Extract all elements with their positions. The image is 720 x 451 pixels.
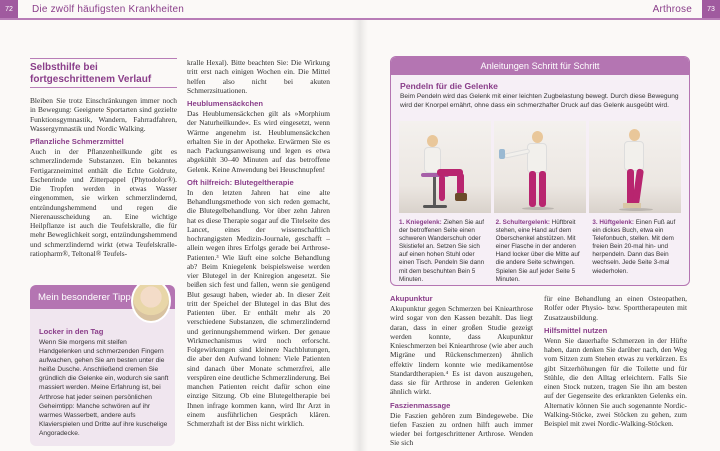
left-column-1	[30, 96, 177, 258]
step-3-label: 3. Hüftgelenk:	[592, 219, 634, 226]
bottle	[499, 149, 505, 159]
blutegel-paragraph: In den letzten Jahren hat eine alte Behandlungsmethode von sich reden gemacht, die Blutegelbehandlung. Vor über zehn Jahren hat es diese Therapie sogar auf die Titelseite des Lancet, eines der wissenschaftlich hochrangigsten Medizin-Journale, geschafft – allein wegen ihres Erfolgs gerade bei Arthrose-Patienten.³ Wie läuft eine solche Behandlung ab? Beim Kniegelenk beispielsweise werden vier Blutegel in der Kniregion angesetzt. Sie beißen sich fest und fallen, wenn sie genügend Blut gesaugt haben, wieder ab. In dieser Zeit tritt der Speichel der Blutegel in das Blut des Patienten über. Er enthält mehr als 20 verschiedene Substanzen, die schmerzlindernd und gerinnungshemmend wirken. Der genaue Wirkmechanismus wird noch erforscht. Folgewirkungen sind kleinere Nachblutungen, die aber den Aufwand lohnen: Viele Patienten sind danach über Monate schmerzfrei, alle verspüren eine deutliche Schmerzlinderung. Bei manchen Patienten reicht dafür schon eine einzige Sitzung. Ob eine Blutegeltherapie bei Ihnen infrage kommen kann, wird Ihr Arzt in einem ausführlichen Gespräch klären. Schmerzhaft ist der Biss nicht wirklich.	[187, 187, 330, 428]
faszien-paragraph: Die Faszien gehören zum Bindegewebe. Die tiefen Faszien zu ordnen hilft auch immer wieder bei fortgeschrittener Arthrose. Wenden Sie sich	[390, 410, 533, 448]
tip-text: Wenn Sie morgens mit steifen Handgelenken und schmerzenden Fingern aufwachen, gehen Sie am besten unter die heiße Dusche. Anschließend cremen Sie gründlich die Gelenke ein, wodurch sie sanft massiert werden. Meine Erfahrung ist, bei Arthrose hat jeder seinen persönlichen Geheimtipp: Manche schwören auf ihr warmes Wasserbett, andere aufs Klavierspielen und Dritte auf ihre kuschelige Angoradecke.	[39, 339, 169, 437]
heublumen-paragraph: Das Heublumensäckchen gilt als »Morphium der Naturheilkunde«. Es wird eingesetzt, wenn Wärme angenehm ist. Heublumensäckchen erhalten Sie in der Apotheke. Erwärmen Sie es nach Packungsanweisung und legen es etwa abgekühlt 30–40 Minuten auf das betroffene Gelenk. Keine Anwendung bei Heuschnupfen!	[187, 109, 330, 174]
step-1	[399, 219, 490, 284]
akupunktur-paragraph: Akupunktur gegen Schmerzen bei Kniearthrose wird sogar von den Kassen bezahlt. Das liegt daran, dass in einer großen Studie gezeigt werden konnte, dass Akupunktur Knieschmerzen bei Kniearthrose (wie aber auch Migräne und Rückenschmerzen) ähnlich effektiv lindern konnte wie medikamentöse Standardtherapien.⁴ Es ist davon auszugehen, dass sie für Arthrose in anderen Gelenken ähnlich wirkt.	[390, 304, 533, 397]
step-1-label: 1. Kniegelenk:	[399, 219, 442, 226]
instructions-header: Anleitungen Schritt für Schritt	[391, 57, 689, 75]
section-heading: Selbsthilfe bei fortgeschrittenem Verlauf	[30, 62, 152, 85]
faszien-continuation: für eine Behandlung an einen Osteopathen, Rolfer oder Physio- bzw. Sporttherapeuten mit Zusatzausbildung.	[544, 294, 687, 322]
intro-paragraph: Bleiben Sie trotz Einschränkungen immer noch in Bewegung: Geeignete Sportarten sind gezielte Funktionsgymnastik, Wandern, Fahrradfahren, Wassergymnastik und Nordic Walking.	[30, 96, 177, 133]
book-gutter	[352, 20, 368, 451]
exercise-photos	[399, 121, 681, 213]
section-title: Arthrose	[652, 3, 692, 15]
left-column-2	[187, 58, 330, 428]
photo-knee-exercise	[399, 121, 491, 213]
subheading-heublumen: Heublumensäckchen	[187, 99, 263, 108]
instructions-subtitle: Pendeln für die Gelenke	[400, 81, 498, 91]
tip-subtitle: Locker in den Tag	[39, 327, 104, 336]
chapter-title: Die zwölf häufigsten Krankheiten	[32, 3, 185, 15]
header-right	[360, 0, 720, 20]
section-title-box	[30, 58, 177, 88]
teufelskralle-continuation: kralle Hexal). Bitte beachten Sie: Die Wirkung tritt erst nach einigen Wochen ein. Die Mittel helfen also nicht bei akuten Schmerzsituationen.	[187, 58, 330, 95]
right-column-1	[390, 294, 533, 448]
hilfsmittel-paragraph: Wenn Sie dauerhafte Schmerzen in der Hüfte haben, dann denken Sie darüber nach, den Weg vom Sitzen zum Stehen etwas zu verkürzen. Es gibt Sitzerhöhungen für die Toilette und für Stühle, die den Alltag erleichtern. Falls Sie einen Stock nutzen, tragen Sie ihn am besten auf der Gegenseite des erkrankten Gelenks ein. Alternativ können Sie auch sogenannte Nordic-Walking-Stöcke, zwei Stöcken zu gehen, zum Beispiel mit zwei Nordic-Walking-Stöcken.	[544, 335, 687, 428]
tip-header: Mein besonderer Tipp	[30, 285, 175, 309]
instructions-box	[390, 56, 690, 286]
step-2-text: Hüftbreit stehen, eine Hand auf dem Oberschenkel abstützen. Mit einer Flasche in der anderen Hand locker über die Mitte auf die andere Seite schwingen. Spielen Sie auf jeder Seite 5 Minuten.	[495, 219, 580, 283]
subheading-pflanzlich: Pflanzliche Schmerzmittel	[30, 137, 124, 146]
boot	[455, 193, 467, 201]
step-3-text: Einen Fuß auf ein dickes Buch, etwa ein Telefonbuch, stellen. Mit dem freien Bein 20-mal hin- und herpendeln. Dann das Bein wechseln. Jede Seite 3-mal wiederholen.	[592, 219, 676, 275]
step-2-label: 2. Schultergelenk:	[495, 219, 550, 226]
photo-shoulder-exercise	[494, 121, 586, 213]
tip-box	[30, 285, 175, 446]
author-portrait	[131, 285, 171, 323]
step-list	[399, 219, 683, 284]
subheading-akupunktur: Akupunktur	[390, 294, 433, 303]
step-3	[592, 219, 683, 284]
page-number-left: 72	[0, 0, 18, 18]
subheading-hilfsmittel: Hilfsmittel nutzen	[544, 325, 608, 335]
photo-hip-exercise	[589, 121, 681, 213]
step-1-text: Ziehen Sie auf der betroffenen Seite einen schweren Wanderschuh oder Skistiefel an. Setzen Sie sich auf einen hohen Stuhl oder einen Tisch. Pendeln Sie dann mit dem beschuhten Bein 5 Minuten.	[399, 219, 485, 283]
right-column-2	[544, 294, 687, 428]
subheading-faszien: Faszienmassage	[390, 400, 451, 410]
instructions-intro: Beim Pendeln wird das Gelenk mit einer leichten Zugbelastung bewegt. Durch diese Bewegung wird der Knorpel ernährt, ohne dass ein schmerzhafter Druck auf das Gelenk ausgeübt wird.	[400, 93, 679, 109]
step-2	[496, 219, 587, 284]
header-left	[0, 0, 360, 20]
subheading-blutegel: Oft hilfreich: Blutegeltherapie	[187, 177, 294, 187]
page-number-right: 73	[702, 0, 720, 18]
pflanzlich-paragraph: Auch in der Pflanzenheilkunde gibt es schmerzlindernde Substanzen. Ein bekanntes Fertigarzneimittel enthält die Echte Goldrute, Eschenrinde und Zitterpappel (Phytodolor®). Die Tropfen werden in etwas Wasser eingenommen, sie wirken schmerzlindernd, entzündungshemmend und regen die Nierenausscheidung an. Eine wichtige Heilpflanze ist auch die Teufelskralle, die für mehr Beweglichkeit sorgt, entzündungshemmend und schmerzlindernd wirkt (etwa Teufelskralle-ratiopharm®, Teltonal® Teufels-	[30, 147, 177, 258]
